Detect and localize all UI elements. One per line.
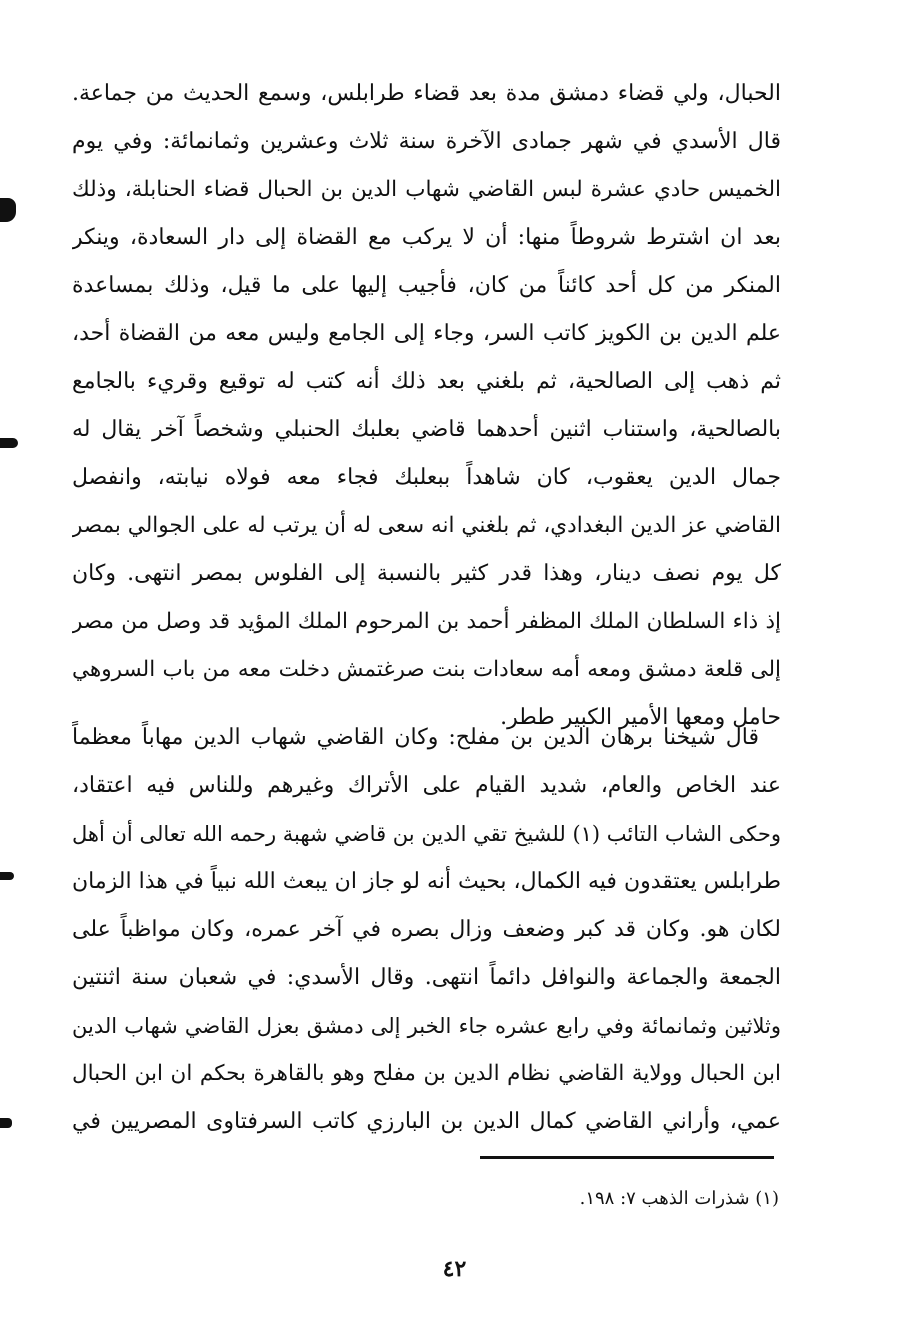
page-number: ٤٢: [442, 1256, 467, 1282]
text-line: إذ ذاء السلطان الملك المظفر أحمد بن المرحوم الملك المؤيد قد وصل من مصر: [72, 609, 781, 634]
scan-edge-mark: [0, 198, 16, 222]
text-line: الجمعة والجماعة والنوافل دائماً انتهى. وقال الأسدي: في شعبان سنة اثنتين: [72, 965, 781, 990]
text-line: عمي، وأراني القاضي كمال الدين بن البارزي كاتب السرفتاوى المصريين في: [72, 1109, 781, 1134]
scan-edge-mark: [0, 1118, 12, 1128]
text-line: وثلاثين وثمانمائة وفي رابع عشره جاء الخبر إلى دمشق بعزل القاضي شهاب الدين: [72, 1014, 781, 1038]
scan-edge-mark: [0, 438, 18, 448]
paragraph-2: [72, 714, 781, 1146]
text-line: إلى قلعة دمشق ومعه أمه سعادات بنت صرغتمش دخلت معه من باب السروهي: [72, 657, 781, 682]
text-line: كل يوم نصف دينار، وهذا قدر كثير بالنسبة إلى الفلوس بمصر انتهى. وكان: [72, 561, 781, 586]
scan-edge-mark: [0, 872, 14, 880]
footnote-separator: [480, 1156, 774, 1159]
footnote: (١) شذرات الذهب ٧: ١٩٨.: [579, 1188, 779, 1209]
text-line: قال شيخنا برهان الدين بن مفلح: وكان القاضي شهاب الدين مهاباً معظماً: [72, 725, 759, 750]
text-line: الحبال، ولي قضاء دمشق مدة بعد قضاء طرابلس، وسمع الحديث من جماعة.: [72, 81, 781, 106]
text-line: طرابلس يعتقدون فيه الكمال، بحيث أنه لو جاز ان يبعث الله نبياً في هذا الزمان: [72, 869, 781, 894]
text-line: بالصالحية، واستناب اثنين أحدهما قاضي بعلبك الحنبلي وشخصاً آخر يقال له: [72, 417, 781, 442]
text-line: قال الأسدي في شهر جمادى الآخرة سنة ثلاث وعشرين وثمانمائة: وفي يوم: [72, 129, 781, 154]
text-line: عند الخاص والعام، شديد القيام على الأتراك وغيرهم وللناس فيه اعتقاد،: [72, 773, 781, 798]
text-line: القاضي عز الدين البغدادي، ثم بلغني انه سعى له أن يرتب له على الجوالي بمصر: [72, 513, 781, 538]
text-line: المنكر من كل أحد كائناً من كان، فأجيب إليها على ما قيل، وذلك بمساعدة: [72, 273, 781, 298]
text-line: علم الدين بن الكويز كاتب السر، وجاء إلى الجامع وليس معه من القضاة أحد،: [72, 321, 781, 346]
text-line: وحكى الشاب التائب (١) للشيخ تقي الدين بن قاضي شهبة رحمه الله تعالى أن أهل: [72, 822, 781, 846]
text-line: جمال الدين يعقوب، كان شاهداً ببعلبك فجاء معه فولاه نيابته، وانفصل: [72, 465, 781, 490]
text-line: ابن الحبال وولاية القاضي نظام الدين بن مفلح وهو بالقاهرة بحكم ان ابن الحبال: [72, 1061, 781, 1086]
text-line: بعد ان اشترط شروطاً منها: أن لا يركب مع القضاة إلى دار السعادة، وينكر: [72, 225, 781, 250]
text-line: ثم ذهب إلى الصالحية، ثم بلغني بعد ذلك أنه كتب له توقيع وقريء بالجامع: [72, 369, 781, 394]
paragraph-1: [72, 70, 781, 742]
text-line: لكان هو. وكان قد كبر وضعف وزال بصره في آخر عمره، وكان مواظباً على: [72, 917, 781, 942]
text-line: حامل ومعها الأمير الكبير ططر.: [500, 705, 781, 730]
text-line: الخميس حادي عشرة لبس القاضي شهاب الدين بن الحبال قضاء الحنابلة، وذلك: [72, 177, 781, 202]
